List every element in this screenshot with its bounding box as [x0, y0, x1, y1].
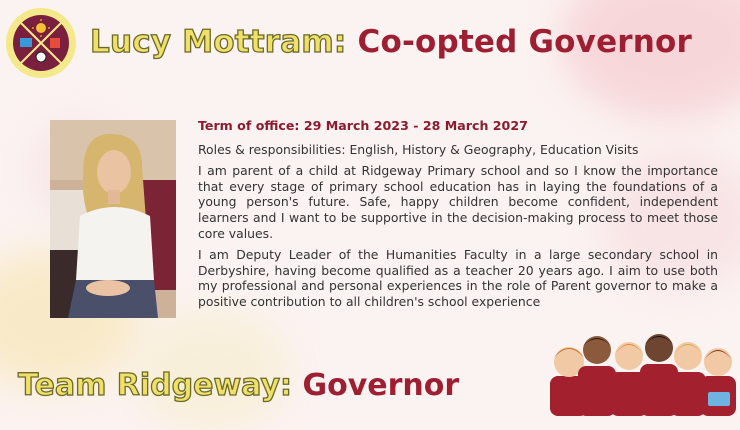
governor-role: Co-opted Governor — [357, 24, 693, 60]
bio-paragraph: I am Deputy Leader of the Humanities Faculty in a large secondary school in Derbyshire, having become qualified as a teacher 20 years ago. I aim to use both my professional and personal experiences in the role of Parent governor to make a positive contribution to all children's school experience — [198, 247, 718, 309]
footer-team: Team Ridgeway: — [18, 368, 293, 403]
page-title — [90, 18, 692, 66]
footer-title — [18, 364, 459, 408]
governor-portrait — [50, 120, 176, 318]
governor-name: Lucy Mottram: — [90, 24, 347, 60]
roles-responsibilities: Roles & responsibilities: English, History & Geography, Education Visits — [198, 141, 639, 157]
bio-paragraph: I am parent of a child at Ridgeway Primary school and so I know the importance that every stage of primary school education has in laying the foundations of a young person's future. Safe, happy children become confident, independent learners and I want to be supportive in the decision-making process to meet those core values. — [198, 163, 718, 241]
school-crest-icon — [6, 8, 76, 78]
profile-text — [198, 118, 718, 316]
footer-label: Governor — [302, 368, 460, 403]
children-illustration — [548, 318, 738, 420]
term-of-office: Term of office: 29 March 2023 - 28 March 2027 — [198, 118, 528, 133]
